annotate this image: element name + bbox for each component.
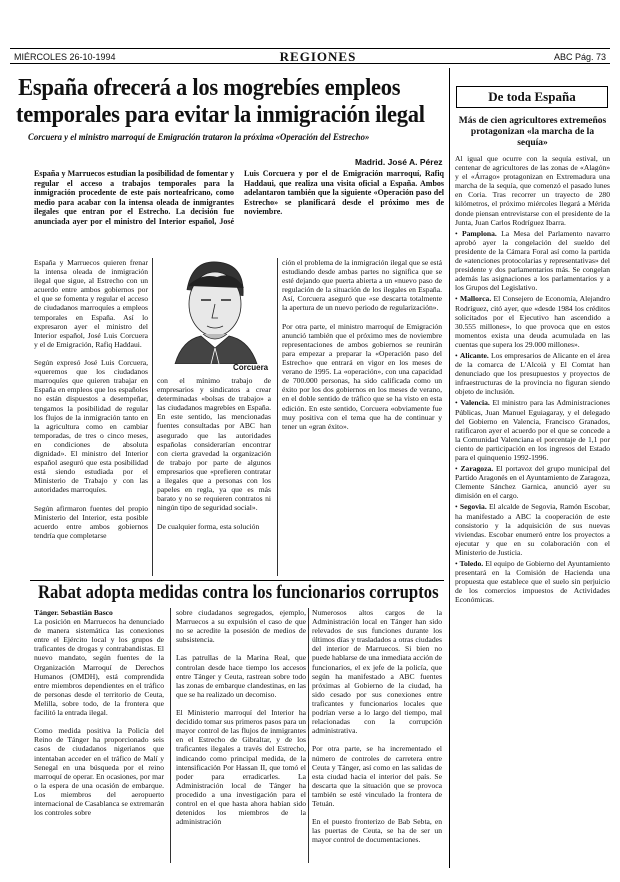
sidebar-item: • Pamplona. La Mesa del Parlamento navarro aprobó ayer la congelación del sueldo del presidente de la Cámara Foral así como la partida de «atenciones protocolarias y representativas» del presidente y dos parlamentarios más. Se congelan además las asignaciones a los parlamentarios y a los Grupos del Legislativo. <box>455 228 610 293</box>
sidebar-item-text: Al igual que ocurre con la sequía estival, un centenar de agricultores de las zonas de «Alagón» y el «Árrago» protagonizan en Extremadura una marcha de la sequía, que comenzó el pasado lunes en Coria. Tras recorrer un trayecto de 280 kilómetros, el próximo miércoles llegará a Mérida donde piensan entrevistarse con el presidente de la Junta, Juan Carlos Rodríguez Ibarra. <box>455 154 610 227</box>
sidebar-item-lead: Valencia. <box>460 398 490 408</box>
sidebar-item: • Mallorca. El Consejero de Economía, Alejandro Rodríguez, citó ayer, que «desde 1984 los créditos solicitados por el Ejecutivo han ascendido a 30.555 millones», lo que provoca que en estos momentos exista una deuda acumulada en las cuentas que supera los 29.000 millones». <box>455 294 610 349</box>
sidebar-item-text: El equipo de Gobierno del Ayuntamiento presentará en la Comisión de Hacienda una propuesta que establece que el suelo sin perjuicio de los comercios impuestos de Actividades Económicas. <box>455 559 610 605</box>
sidebar-item-text: Los empresarios de Alicante en el área de la comarca de L'Alcoià y El Comtat han denunciado que los presupuestos y proyectos de infraestructuras de la provincia no figuran siendo objeto de inclusión. <box>455 350 610 397</box>
article1-lead-box <box>34 169 444 247</box>
portrait-illustration <box>157 252 267 364</box>
sidebar-item: • Alicante. Los empresarios de Alicante en el área de la comarca de L'Alcoià y El Comtat han denunciado que los presupuestos y proyectos de infraestructuras de la provincia no figuran siendo objeto de inclusión. <box>455 350 610 397</box>
article2-dateline: Tánger. Sebastián Basco <box>34 608 113 617</box>
sidebar-item-lead: Zaragoza. <box>460 464 494 474</box>
sidebar-headline: Más de cien agricultores extremeños protagonizan «la marcha de la sequía» <box>458 116 607 148</box>
sidebar-item: • Toledo. El equipo de Gobierno del Ayuntamiento presentará en la Comisión de Hacienda una propuesta que establece que el suelo sin perjuicio de los comercios impuestos de Actividades Económicas. <box>455 559 610 605</box>
sidebar-item-text: El portavoz del grupo municipal del Partido Aragonés en el Ayuntamiento de Zaragoza, Clemente Sánchez Garnica, anunció ayer su dimisión en el cargo. <box>455 464 610 501</box>
article1-col3: ción el problema de la inmigración ilegal que se está estudiando desde ambas partes no significa que se esté dejando que puerta abierta a un «nuevo paso de regulación de la situación de los ilegales en España. Así, Corcuera aseguró que «se descarta totalmente la apertura de un nuevo periodo de regularización». Por otra parte, el ministro marroquí de Emigración anunció también que el próximo mes de noviembre representaciones de ambos gobiernos se reunirán para empezar a preparar la «Operación paso del Estrecho» que entrará en vigor en los meses de verano de 1995. La «operación», con una capacidad de 700.000 personas, ha sido calificada como un éxito por los dos gobiernos en los meses de verano, en el doble sentido de tráfico que se ha visto en esta edición. En este sentido, Corcuera «obviamente fue muy positiva con el tema que ha de continuar y tener un «gran éxito». <box>282 258 442 431</box>
sidebar-item-text: El ministro para las Administraciones Públicas, Juan Manuel Eguiagaray, y el delegado del Gobierno en Valencia, Francisco Granados, ratificaron ayer el acuerdo por el que se concede a la Comunidad Valenciana el porcentaje de 1,1 por ciento de participación en los ingresos del Estado para el quinquenio 1992-1996. <box>455 398 610 462</box>
article2-headline: Rabat adopta medidas contra los funcionarios corruptos <box>38 583 439 603</box>
article2-col2: sobre ciudadanos segregados, ejemplo, Marruecos a su expulsión el caso de que no se acredite la posesión de medios de subsistencia. Las patrullas de la Marina Real, que controlan desde hace tiempo los accesos entre Tánger y Ceuta, rastrean sobre todo las zonas de embarque clandestinas, en las que se ha realizado un decomiso. El Ministerio marroquí del Interior ha decidido tomar sus primeros pasos para un mayor control de las flujos de inmigrantes en el Estrecho de Gibraltar, y de los traficantes ilegales a través del Estrecho, indicando como principal medida, de la intensificación Por Hassan II, que tomó el poder para erradicarles. La Administración local de Tánger ha procedido a una investigación para el control en el que hasta ahora habían sido detenidos los miembros de la administración <box>176 608 306 827</box>
article1-headline-line1: España ofrecerá a los mogrebíes empleos <box>18 74 401 101</box>
sidebar-item <box>455 154 610 227</box>
article1-headline-line2: temporales para evitar la inmigración ilegal <box>16 101 425 128</box>
sidebar-item: • Segovia. El alcalde de Segovia, Ramón Escobar, ha manifestado a ABC la cooperación de este consistorio y la adquisición de sus nuevas viviendas. Escobar enumeró entre los proyectos a ejecutar y que en su colaboración con el Ministerio de Justicia. <box>455 502 610 557</box>
masthead-page: ABC Pág. 73 <box>553 52 606 62</box>
sidebar-item-text: La Mesa del Parlamento navarro aprobó ayer la congelación del sueldo del presidente de la Cámara Foral así como la partida de «atenciones protocolarias y representativas» del presidente y dos parlamentarios más. Se congelan además las asignaciones a los parlamentarios y a los Grupos del Legislativo. <box>455 228 610 293</box>
article2-col3: Numerosos altos cargos de la Administración local en Tánger han sido relevados de sus funciones durante los últimos días y trasladados a otras ciudades del interior de Marruecos. Si bien no puede hablarse de una inmediata acción de funcionarios, el ex jefe de la policía, que según ha manifestado a ABC fuentes próximas al Gobierno de la ciudad, ha sido cesado por sus conexiones entre traficantes y funcionarios locales que podrían verse a lo largo del tiempo, mal relacionadas con la corrupción administrativa. Por otra parte, se ha incrementado el número de controles de carretera entre Ceuta y Tánger, así como en las salidas de esta ciudad hacia el interior del país. Se descarta que la situación que se provoca también se esté vinculado la frontera de Tetuán. En el puesto fronterizo de Bab Sebta, en las puertas de Ceuta, se ha de ser un mayor control de documentaciones. <box>312 608 442 845</box>
sidebar-item-lead: Segovia. <box>459 502 487 512</box>
masthead-date: MIÉRCOLES 26-10-1994 <box>14 52 116 62</box>
article2-col1 <box>34 608 164 863</box>
sidebar-item: • Zaragoza. El portavoz del grupo municipal del Partido Aragonés en el Ayuntamiento de Zaragoza, Clemente Sánchez Garnica, anunció ayer su dimisión en el cargo. <box>455 464 610 501</box>
photo-caption: Corcuera <box>233 363 269 372</box>
article1-col2: con el mínimo trabajo de empresarios y sindicatos a crear determinadas «bolsas de trabajo» a las ciudadanos magrebíes en España. En este sentido, las mencionadas fuentes consultadas por ABC han asegurado que las autoridades españolas considerarían encontrar con cierta gravedad la organización de trabajo por parte de algunos empresarios que «prefieren contratar a ilegales que a personas con los papeles en regla, ya que es más barato y no se requieren contratos ni ningún tipo de seguridad social». De cualquier forma, esta solución <box>157 376 271 531</box>
article2-col1-text: La posición en Marruecos ha denunciado de manera sistemática las conexiones entre el Ejército local y los grupos de traficantes de drogas y contrabandistas. El nuevo mandato, según fuentes de la Organización Marroquí de Derechos Humanos (OMDH), está comprendida entre miembros dependientes en el tráfico de personas desde el territorio de Ceuta, Melilla, sobre todo, de la frontera que facilitó la entrada ilegal. Como medida positiva la Policía del Reino de Tánger ha proporcionado seis casos de ciudadanos nigerianos que intentaban acceder en el tráfico de Malí y Senegal en una búsqueda por el reino marroquí de operar. En ocasiones, por mar o la espera de una ocasión de embarque. Los miembros del aeropuerto internacional de Casablanca se extremarán los controles sobre <box>34 617 164 818</box>
sidebar-item-lead: Toledo. <box>459 559 484 569</box>
article1-dateline: Madrid. José A. Pérez <box>355 157 443 167</box>
sidebar-title-box <box>456 86 608 108</box>
sidebar-title: De toda España <box>488 89 576 104</box>
sidebar-item-lead: Alicante. <box>459 350 489 360</box>
sidebar-item-lead: Mallorca. <box>459 294 492 304</box>
sidebar-item-text: El alcalde de Segovia, Ramón Escobar, ha manifestado a ABC la cooperación de este consistorio y la adquisición de sus nuevas viviendas. Escobar enumeró entre los proyectos a ejecutar y que en su colaboración con el Ministerio de Justicia. <box>455 502 610 557</box>
sidebar-item: • Valencia. El ministro para las Administraciones Públicas, Juan Manuel Eguiagaray, y el delegado del Gobierno en Valencia, Francisco Granados, ratificaron ayer el acuerdo por el que se concede a la Comunidad Valenciana el porcentaje de 1,1 por ciento de participación en los ingresos del Estado para el quinquenio 1992-1996. <box>455 398 610 462</box>
sidebar-item-text: El Consejero de Economía, Alejandro Rodríguez, citó ayer, que «desde 1984 los créditos solicitados por el Ejecutivo han ascendido a 30.555 millones», lo que provoca que en estos momentos exista una deuda acumulada en las cuentas que supera los 29.000 millones». <box>455 294 610 349</box>
corcuera-photo <box>157 252 267 364</box>
sidebar-item-lead: Pamplona. <box>462 228 497 238</box>
article1-lead: España y Marruecos estudian la posibilidad de fomentar y regular el acceso a trabajos temporales para la inmigración procedente de este país norteafricano, como medio para acabar con la intensa oleada de inmigrantes ilegales que entran por el Estrecho. La decisión fue anunciada ayer por el ministro del Interior español, José Luis Corcuera y por el de Emigración marroquí, Rafiq Haddaui, que realiza una visita oficial a España. Ambos adelantaron también que la siguiente «Operación paso del Estrecho» se planificará desde el próximo mes de noviembre. <box>34 169 444 226</box>
article1-subhead: Corcuera y el ministro marroquí de Emigración trataron la próxima «Operación del Estrecho» <box>28 133 370 143</box>
sidebar-news-list <box>455 154 610 866</box>
masthead-section: REGIONES <box>279 49 357 64</box>
article1-col1: España y Marruecos quieren frenar la intensa oleada de inmigración ilegal que sigue, al Estrecho con un acuerdo entre ambos gobiernos por el que se fomenta y regular el acceso de ciudadanos marroquíes a empleos temporales en España. Así lo expresaron ayer el ministro del Interior español, José Luis Corcuera y el de Emigración, Rafiq Haddaui. Según expresó José Luis Corcuera, «queremos que los ciudadanos marroquíes que quieren trabajar en España en empleos que los españoles no están dispuestos a desempeñar, tengamos la posibilidad de regular los flujos de la inmigración tanto en la agricultura como en cambiar temporadas, de tres o cinco meses, en condiciones de absoluta dignidad». El ministro del Interior español aseguró que esta posibilidad está siendo estudiada por el Ministerio de Trabajo y con las autoridades marroquíes. Según afirmaron fuentes del propio Ministerio del Interior, esta posible acuerdo entre ambos gobiernos tendría que completarse <box>34 258 148 540</box>
